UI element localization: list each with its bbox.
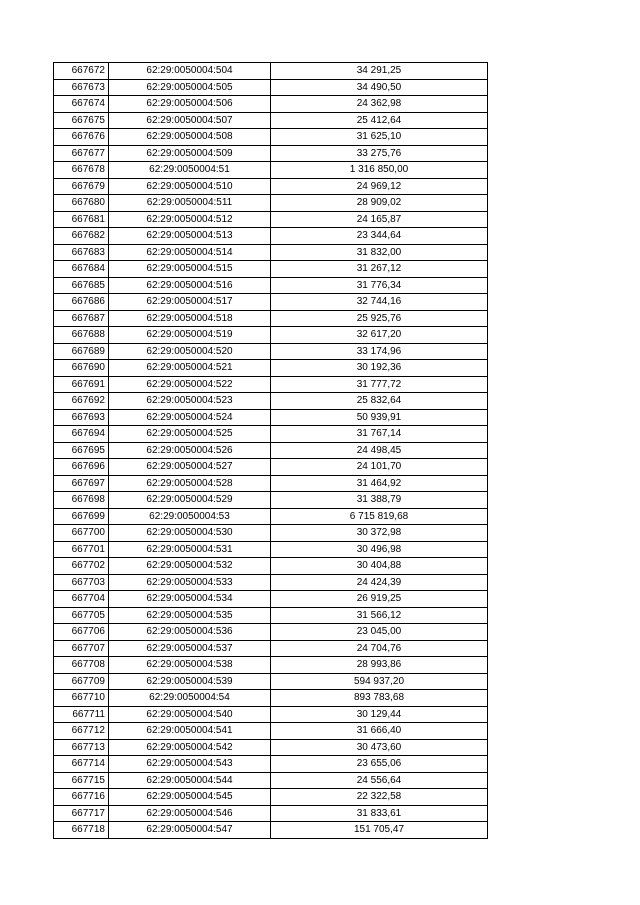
cadastral-value-cell: 25 412,64 [271, 112, 488, 129]
row-number-cell: 667678 [54, 162, 109, 179]
table-row [54, 525, 488, 542]
row-number-cell: 667701 [54, 541, 109, 558]
cadastral-number-cell: 62:29:0050004:544 [109, 772, 271, 789]
row-number-cell: 667693 [54, 409, 109, 426]
cadastral-number-cell: 62:29:0050004:506 [109, 96, 271, 113]
cadastral-value-cell: 893 783,68 [271, 690, 488, 707]
row-number-cell: 667694 [54, 426, 109, 443]
cadastral-number-cell: 62:29:0050004:543 [109, 756, 271, 773]
cadastral-number-cell: 62:29:0050004:539 [109, 673, 271, 690]
cadastral-value-cell: 50 939,91 [271, 409, 488, 426]
cadastral-value-cell: 31 833,61 [271, 805, 488, 822]
cadastral-number-cell: 62:29:0050004:522 [109, 376, 271, 393]
cadastral-number-cell: 62:29:0050004:53 [109, 508, 271, 525]
cadastral-number-cell: 62:29:0050004:517 [109, 294, 271, 311]
table-row [54, 723, 488, 740]
table-row [54, 195, 488, 212]
row-number-cell: 667695 [54, 442, 109, 459]
row-number-cell: 667707 [54, 640, 109, 657]
cadastral-value-cell: 31 388,79 [271, 492, 488, 509]
cadastral-value-cell: 24 362,98 [271, 96, 488, 113]
cadastral-value-cell: 24 556,64 [271, 772, 488, 789]
cadastral-value-cell: 24 424,39 [271, 574, 488, 591]
row-number-cell: 667708 [54, 657, 109, 674]
cadastral-number-cell: 62:29:0050004:537 [109, 640, 271, 657]
row-number-cell: 667709 [54, 673, 109, 690]
row-number-cell: 667717 [54, 805, 109, 822]
cadastral-value-cell: 33 275,76 [271, 145, 488, 162]
cadastral-value-cell: 32 617,20 [271, 327, 488, 344]
cadastral-value-cell: 31 777,72 [271, 376, 488, 393]
table-row [54, 343, 488, 360]
cadastral-value-cell: 31 464,92 [271, 475, 488, 492]
cadastral-value-cell: 28 993,86 [271, 657, 488, 674]
cadastral-number-cell: 62:29:0050004:526 [109, 442, 271, 459]
table-row [54, 673, 488, 690]
table-row [54, 492, 488, 509]
cadastral-number-cell: 62:29:0050004:519 [109, 327, 271, 344]
cadastral-value-cell: 32 744,16 [271, 294, 488, 311]
cadastral-value-cell: 34 291,25 [271, 63, 488, 80]
cadastral-value-cell: 26 919,25 [271, 591, 488, 608]
row-number-cell: 667696 [54, 459, 109, 476]
table-row [54, 79, 488, 96]
table-row [54, 442, 488, 459]
cadastral-number-cell: 62:29:0050004:527 [109, 459, 271, 476]
table-row [54, 327, 488, 344]
cadastral-value-cell: 28 909,02 [271, 195, 488, 212]
row-number-cell: 667713 [54, 739, 109, 756]
table-row [54, 145, 488, 162]
row-number-cell: 667712 [54, 723, 109, 740]
cadastral-number-cell: 62:29:0050004:507 [109, 112, 271, 129]
table-row [54, 244, 488, 261]
cadastral-value-cell: 31 625,10 [271, 129, 488, 146]
table-row [54, 822, 488, 839]
cadastral-value-cell: 31 832,00 [271, 244, 488, 261]
table-row [54, 178, 488, 195]
row-number-cell: 667673 [54, 79, 109, 96]
row-number-cell: 667698 [54, 492, 109, 509]
row-number-cell: 667705 [54, 607, 109, 624]
row-number-cell: 667718 [54, 822, 109, 839]
table-row [54, 277, 488, 294]
row-number-cell: 667710 [54, 690, 109, 707]
table-row [54, 574, 488, 591]
cadastral-number-cell: 62:29:0050004:541 [109, 723, 271, 740]
cadastral-value-cell: 34 490,50 [271, 79, 488, 96]
cadastral-number-cell: 62:29:0050004:508 [109, 129, 271, 146]
table-body [54, 63, 488, 839]
table-row [54, 756, 488, 773]
cadastral-value-cell: 24 165,87 [271, 211, 488, 228]
row-number-cell: 667685 [54, 277, 109, 294]
table-row [54, 426, 488, 443]
table-row [54, 789, 488, 806]
cadastral-value-cell: 31 267,12 [271, 261, 488, 278]
table-row [54, 310, 488, 327]
cadastral-value-cell: 31 566,12 [271, 607, 488, 624]
table-row [54, 706, 488, 723]
row-number-cell: 667675 [54, 112, 109, 129]
table-row [54, 129, 488, 146]
cadastral-number-cell: 62:29:0050004:538 [109, 657, 271, 674]
cadastral-value-cell: 23 655,06 [271, 756, 488, 773]
row-number-cell: 667711 [54, 706, 109, 723]
row-number-cell: 667674 [54, 96, 109, 113]
cadastral-number-cell: 62:29:0050004:542 [109, 739, 271, 756]
cadastral-value-cell: 23 344,64 [271, 228, 488, 245]
cadastral-number-cell: 62:29:0050004:521 [109, 360, 271, 377]
cadastral-number-cell: 62:29:0050004:536 [109, 624, 271, 641]
table-row [54, 294, 488, 311]
cadastral-value-cell: 33 174,96 [271, 343, 488, 360]
table-row [54, 211, 488, 228]
table-row [54, 541, 488, 558]
table-row [54, 772, 488, 789]
cadastral-value-cell: 24 498,45 [271, 442, 488, 459]
table-row [54, 508, 488, 525]
row-number-cell: 667684 [54, 261, 109, 278]
table-row [54, 805, 488, 822]
cadastral-number-cell: 62:29:0050004:523 [109, 393, 271, 410]
row-number-cell: 667697 [54, 475, 109, 492]
row-number-cell: 667672 [54, 63, 109, 80]
row-number-cell: 667686 [54, 294, 109, 311]
cadastral-number-cell: 62:29:0050004:520 [109, 343, 271, 360]
cadastral-number-cell: 62:29:0050004:546 [109, 805, 271, 822]
table-row [54, 739, 488, 756]
cadastral-value-cell: 31 666,40 [271, 723, 488, 740]
row-number-cell: 667700 [54, 525, 109, 542]
cadastral-value-cell: 31 776,34 [271, 277, 488, 294]
cadastral-number-cell: 62:29:0050004:530 [109, 525, 271, 542]
row-number-cell: 667687 [54, 310, 109, 327]
table-row [54, 261, 488, 278]
cadastral-value-table [53, 62, 488, 839]
row-number-cell: 667714 [54, 756, 109, 773]
cadastral-number-cell: 62:29:0050004:511 [109, 195, 271, 212]
cadastral-number-cell: 62:29:0050004:51 [109, 162, 271, 179]
row-number-cell: 667715 [54, 772, 109, 789]
cadastral-value-cell: 30 473,60 [271, 739, 488, 756]
cadastral-number-cell: 62:29:0050004:518 [109, 310, 271, 327]
cadastral-number-cell: 62:29:0050004:510 [109, 178, 271, 195]
cadastral-number-cell: 62:29:0050004:505 [109, 79, 271, 96]
row-number-cell: 667703 [54, 574, 109, 591]
cadastral-number-cell: 62:29:0050004:525 [109, 426, 271, 443]
row-number-cell: 667688 [54, 327, 109, 344]
cadastral-value-cell: 151 705,47 [271, 822, 488, 839]
row-number-cell: 667704 [54, 591, 109, 608]
cadastral-number-cell: 62:29:0050004:531 [109, 541, 271, 558]
row-number-cell: 667689 [54, 343, 109, 360]
table-row [54, 162, 488, 179]
cadastral-value-cell: 30 404,88 [271, 558, 488, 575]
cadastral-number-cell: 62:29:0050004:545 [109, 789, 271, 806]
row-number-cell: 667681 [54, 211, 109, 228]
cadastral-number-cell: 62:29:0050004:532 [109, 558, 271, 575]
cadastral-value-cell: 23 045,00 [271, 624, 488, 641]
table-row [54, 657, 488, 674]
cadastral-number-cell: 62:29:0050004:524 [109, 409, 271, 426]
table-row [54, 558, 488, 575]
table-row [54, 459, 488, 476]
table-row [54, 63, 488, 80]
cadastral-number-cell: 62:29:0050004:516 [109, 277, 271, 294]
cadastral-value-cell: 1 316 850,00 [271, 162, 488, 179]
table-row [54, 690, 488, 707]
table-row [54, 475, 488, 492]
table-row [54, 96, 488, 113]
row-number-cell: 667680 [54, 195, 109, 212]
cadastral-number-cell: 62:29:0050004:534 [109, 591, 271, 608]
cadastral-number-cell: 62:29:0050004:512 [109, 211, 271, 228]
row-number-cell: 667716 [54, 789, 109, 806]
cadastral-number-cell: 62:29:0050004:529 [109, 492, 271, 509]
table-row [54, 360, 488, 377]
cadastral-value-cell: 30 496,98 [271, 541, 488, 558]
cadastral-value-cell: 30 372,98 [271, 525, 488, 542]
row-number-cell: 667676 [54, 129, 109, 146]
row-number-cell: 667692 [54, 393, 109, 410]
cadastral-value-cell: 24 101,70 [271, 459, 488, 476]
cadastral-value-cell: 25 832,64 [271, 393, 488, 410]
cadastral-number-cell: 62:29:0050004:533 [109, 574, 271, 591]
table-row [54, 228, 488, 245]
cadastral-value-cell: 31 767,14 [271, 426, 488, 443]
cadastral-number-cell: 62:29:0050004:547 [109, 822, 271, 839]
cadastral-value-cell: 6 715 819,68 [271, 508, 488, 525]
cadastral-value-cell: 30 129,44 [271, 706, 488, 723]
table-row [54, 624, 488, 641]
row-number-cell: 667706 [54, 624, 109, 641]
row-number-cell: 667679 [54, 178, 109, 195]
row-number-cell: 667677 [54, 145, 109, 162]
cadastral-number-cell: 62:29:0050004:54 [109, 690, 271, 707]
row-number-cell: 667683 [54, 244, 109, 261]
cadastral-value-cell: 25 925,76 [271, 310, 488, 327]
row-number-cell: 667702 [54, 558, 109, 575]
cadastral-number-cell: 62:29:0050004:535 [109, 607, 271, 624]
table-row [54, 393, 488, 410]
cadastral-value-cell: 24 969,12 [271, 178, 488, 195]
row-number-cell: 667691 [54, 376, 109, 393]
table-row [54, 376, 488, 393]
cadastral-number-cell: 62:29:0050004:509 [109, 145, 271, 162]
table-row [54, 409, 488, 426]
cadastral-number-cell: 62:29:0050004:528 [109, 475, 271, 492]
cadastral-number-cell: 62:29:0050004:504 [109, 63, 271, 80]
table-row [54, 591, 488, 608]
table-row [54, 640, 488, 657]
cadastral-number-cell: 62:29:0050004:513 [109, 228, 271, 245]
cadastral-value-cell: 30 192,36 [271, 360, 488, 377]
table-row [54, 112, 488, 129]
cadastral-number-cell: 62:29:0050004:515 [109, 261, 271, 278]
cadastral-value-cell: 24 704,76 [271, 640, 488, 657]
row-number-cell: 667682 [54, 228, 109, 245]
cadastral-number-cell: 62:29:0050004:540 [109, 706, 271, 723]
cadastral-value-cell: 22 322,58 [271, 789, 488, 806]
cadastral-value-cell: 594 937,20 [271, 673, 488, 690]
table-row [54, 607, 488, 624]
row-number-cell: 667690 [54, 360, 109, 377]
row-number-cell: 667699 [54, 508, 109, 525]
cadastral-number-cell: 62:29:0050004:514 [109, 244, 271, 261]
